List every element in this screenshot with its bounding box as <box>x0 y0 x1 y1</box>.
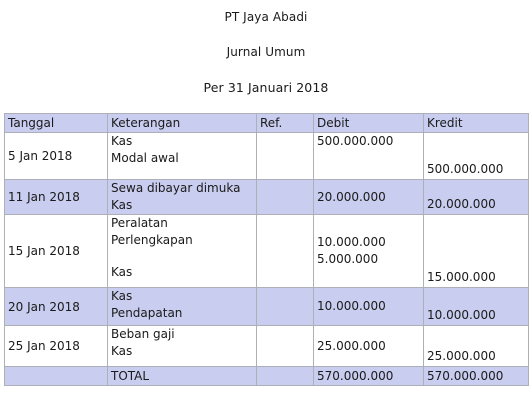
row-date: 5 Jan 2018 <box>5 133 108 180</box>
credit-account: Kas <box>111 198 133 212</box>
row-debit <box>314 288 424 326</box>
header-ref: Ref. <box>257 114 314 133</box>
debit-account: Kas <box>111 134 133 148</box>
row-ref <box>257 326 314 367</box>
credit-amount: 15.000.000 <box>427 270 496 284</box>
credit-account: Kas <box>111 344 133 358</box>
row-credit <box>424 215 529 288</box>
credit-amount: 25.000.000 <box>427 349 496 363</box>
total-debit: 570.000.000 <box>314 367 424 386</box>
row-description <box>108 133 257 180</box>
table-row <box>5 288 529 326</box>
total-row <box>5 367 529 386</box>
row-ref <box>257 180 314 215</box>
table-header-row <box>5 114 529 133</box>
row-date: 11 Jan 2018 <box>5 180 108 215</box>
header-date: Tanggal <box>5 114 108 133</box>
table-row <box>5 215 529 288</box>
credit-account: Kas <box>111 265 133 279</box>
credit-amount: 500.000.000 <box>427 162 504 176</box>
header-credit: Kredit <box>424 114 529 133</box>
row-date: 25 Jan 2018 <box>5 326 108 367</box>
company-name: PT Jaya Abadi <box>224 10 308 24</box>
row-credit <box>424 133 529 180</box>
total-empty-ref <box>257 367 314 386</box>
header-debit: Debit <box>314 114 424 133</box>
row-ref <box>257 133 314 180</box>
row-date: 20 Jan 2018 <box>5 288 108 326</box>
table-row <box>5 180 529 215</box>
debit-account: Peralatan <box>111 216 168 230</box>
row-credit <box>424 288 529 326</box>
report-title: Jurnal Umum <box>226 45 306 59</box>
row-description <box>108 288 257 326</box>
total-label: TOTAL <box>108 367 257 386</box>
debit-amount: 10.000.000 <box>317 299 386 313</box>
debit-amount: 500.000.000 <box>317 134 394 148</box>
debit-amount: 10.000.000 <box>317 235 386 249</box>
total-empty-date <box>5 367 108 386</box>
debit-amount: 20.000.000 <box>317 189 386 204</box>
credit-account: Modal awal <box>111 151 179 165</box>
row-debit <box>314 133 424 180</box>
credit-amount: 20.000.000 <box>427 197 496 211</box>
row-debit <box>314 180 424 215</box>
report-period: Per 31 Januari 2018 <box>203 80 329 95</box>
credit-amount: 10.000.000 <box>427 308 496 322</box>
row-credit <box>424 326 529 367</box>
header-description: Keterangan <box>108 114 257 133</box>
debit-account: Beban gaji <box>111 327 175 341</box>
row-credit <box>424 180 529 215</box>
row-ref <box>257 288 314 326</box>
row-debit <box>314 326 424 367</box>
table-row <box>5 326 529 367</box>
row-date: 15 Jan 2018 <box>5 215 108 288</box>
row-description <box>108 215 257 288</box>
total-credit: 570.000.000 <box>424 367 529 386</box>
row-description <box>108 180 257 215</box>
row-ref <box>257 215 314 288</box>
row-description <box>108 326 257 367</box>
credit-account: Pendapatan <box>111 306 183 320</box>
journal-table <box>4 113 529 386</box>
debit-account: Perlengkapan <box>111 233 193 247</box>
debit-account: Sewa dibayar dimuka <box>111 181 241 195</box>
debit-amount: 25.000.000 <box>317 338 386 353</box>
debit-amount: 5.000.000 <box>317 252 379 266</box>
row-debit <box>314 215 424 288</box>
table-row <box>5 133 529 180</box>
debit-account: Kas <box>111 289 133 303</box>
